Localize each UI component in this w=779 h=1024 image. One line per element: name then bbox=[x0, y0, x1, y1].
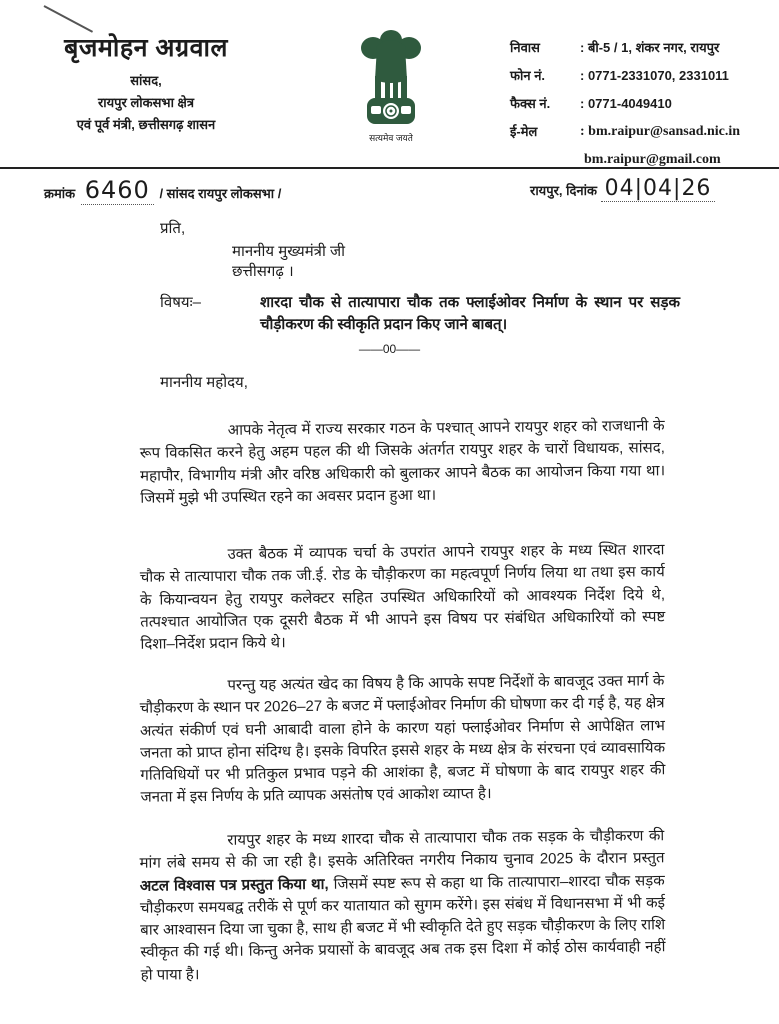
fax-row bbox=[510, 90, 740, 118]
date-value: 04|04|26 bbox=[601, 176, 716, 202]
letterhead-left bbox=[46, 30, 246, 136]
phone-row bbox=[510, 62, 740, 90]
phone-value: : 0771-2331070, 2331011 bbox=[580, 68, 729, 83]
email-value-2[interactable]: bm.raipur@gmail.com bbox=[584, 152, 721, 167]
residence-row bbox=[510, 34, 740, 62]
paragraph-4-bold-phrase: अटल विश्वास पत्र प्रस्तुत किया था, bbox=[139, 875, 329, 895]
paragraph-4-part-a: रायपुर शहर के मध्य शारदा चौक से तात्यापारा चौक तक सड़क के चौड़ीकरण की मांग लंबे समय से की जा रही है। इसके अतिरिक्त नगरीय निकाय चुनाव 2025 के दौरान प्रस्तुत bbox=[139, 827, 665, 873]
sender-name: बृजमोहन अग्रवाल bbox=[64, 34, 228, 62]
fax-label: फैक्स नं. bbox=[510, 96, 551, 111]
body-paragraph-4 bbox=[139, 825, 666, 987]
emblem-motto: सत्यमेव जयते bbox=[369, 133, 413, 143]
reference-number: 6460 bbox=[81, 176, 154, 205]
sender-designation-3: एवं पूर्व मंत्री, छत्तीसगढ़ शासन bbox=[76, 117, 216, 132]
subject-block bbox=[160, 292, 680, 336]
national-emblem bbox=[350, 26, 432, 146]
fax-value: : 0771-4049410 bbox=[580, 96, 672, 111]
email-label: ई-मेल bbox=[510, 124, 538, 139]
letterhead-divider bbox=[0, 167, 779, 169]
email-value-1[interactable]: : bm.raipur@sansad.nic.in bbox=[580, 124, 741, 139]
reference-suffix: / सांसद रायपुर लोकसभा / bbox=[159, 186, 282, 201]
subject-separator: ——00—— bbox=[358, 342, 421, 356]
pen-stroke-mark bbox=[44, 5, 94, 33]
residence-value: : बी-5 / 1, शंकर नगर, रायपुर bbox=[580, 40, 720, 55]
addressee-block bbox=[232, 242, 345, 282]
subject-label: विषयः– bbox=[160, 294, 201, 311]
email-row-2 bbox=[510, 146, 740, 174]
body-paragraph-1: आपके नेतृत्व में राज्य सरकार गठन के पश्चात् आपने रायपुर शहर को राजधानी के रूप विकसित करने हेतु अहम पहल की थी जिसके अंतर्गत रायपुर शहर के चारों विधायक, सांसद, महापौर, विभागीय मंत्री और वरिष्ठ अधिकारी को बुलाकर आपने बैठक का आयोजन किया गया था। जिसमें मुझे भी उपस्थित रहने का अवसर प्रदान हुआ था। bbox=[139, 417, 666, 507]
reference-number-line bbox=[44, 176, 281, 205]
date-line bbox=[530, 176, 715, 202]
salutation: माननीय महोदय, bbox=[160, 374, 248, 391]
email-row bbox=[510, 118, 740, 146]
sender-designation-1: सांसद, bbox=[130, 73, 162, 88]
contact-block bbox=[510, 34, 740, 174]
paragraph-4-part-b: जिसमें स्पष्ट रूप से कहा था कि तात्यापारा–शारदा चौक सड़क चौड़ीकरण समयबद्व तरीकें से पूर्ण कर यातायात को सुगम करेंगे। इस संबंध में विधानसभा में भी कई बार आश्वासन दिया जा चुका है, साथ ही बजट में भी स्वीकृति देते हुए सड़क चौड़ीकरण के लिए राशि स्वीकृत की गई थी। किन्तु अनेक प्रयासों के बावजूद अब तक इस दिशा में कोई ठोस कार्यवाही नहीं हो पाया है। bbox=[139, 871, 666, 984]
date-prefix: रायपुर, दिनांक bbox=[530, 183, 597, 198]
sender-designation-2: रायपुर लोकसभा क्षेत्र bbox=[97, 95, 195, 110]
body-paragraph-2: उक्त बैठक में व्यापक चर्चा के उपरांत आपने रायपुर शहर के मध्य स्थित शारदा चौक से तात्यापारा चौक तक जी.ई. रोड के चौड़ीकरण का महत्वपूर्ण निर्णय लिया था तथा इस कार्य के कियान्वयन हेतु रायपुर कलेक्टर सहित उपस्थित अधिकारियों को आवश्यक निर्देश दिये थे, तत्पश्चात आयोजित एक दूसरी बैठक में भी आपने इस विषय पर संबंधित अधिकारियों को स्पष्ट दिशा–निर्देश प्रदान किये थे। bbox=[139, 541, 666, 653]
phone-label: फोन नं. bbox=[510, 68, 546, 83]
prati-label: प्रति, bbox=[160, 220, 186, 237]
addressee-line-2: छत्तीसगढ़ । bbox=[232, 263, 294, 280]
body-paragraph-3: परन्तु यह अत्यंत खेद का विषय है कि आपके सपष्ट निर्देशों के बावजूद उक्त मार्ग के चौड़ीकरण के स्थान पर 2026–27 के बजट में फ्लाईओवर निर्माण की घोषणा कर दी गई है, यह क्षेत्र अत्यंत संकीर्ण एवं घनी आबादी वाला होने के कारण यहां फ्लाईओवर निर्माण से आपेक्षित लाभ जनता को प्राप्त होना संदिग्ध है। इसके विपरित इससे शहर के मध्य क्षेत्र के संरचना एवं व्यावसायिक गतिविधियों पर भी प्रतिकुल प्रभाव पड़ने की आशंका है, बजट में घोषणा के बाद रायपुर शहर की जनता में इस निर्णय के प्रति व्यापक असंतोष एवं आकोश व्याप्त है। bbox=[139, 672, 666, 807]
reference-prefix: क्रमांक bbox=[44, 186, 76, 201]
addressee-line-1: माननीय मुख्यमंत्री जी bbox=[232, 243, 346, 260]
residence-label: निवास bbox=[510, 40, 540, 55]
subject-text: शारदा चौक से तात्यापारा चौक तक फ्लाईओवर निर्माण के स्थान पर सड़क चौड़ीकरण की स्वीकृति प्रदान किए जाने बाबत्। bbox=[260, 294, 680, 333]
lion-capital-icon bbox=[355, 26, 427, 130]
